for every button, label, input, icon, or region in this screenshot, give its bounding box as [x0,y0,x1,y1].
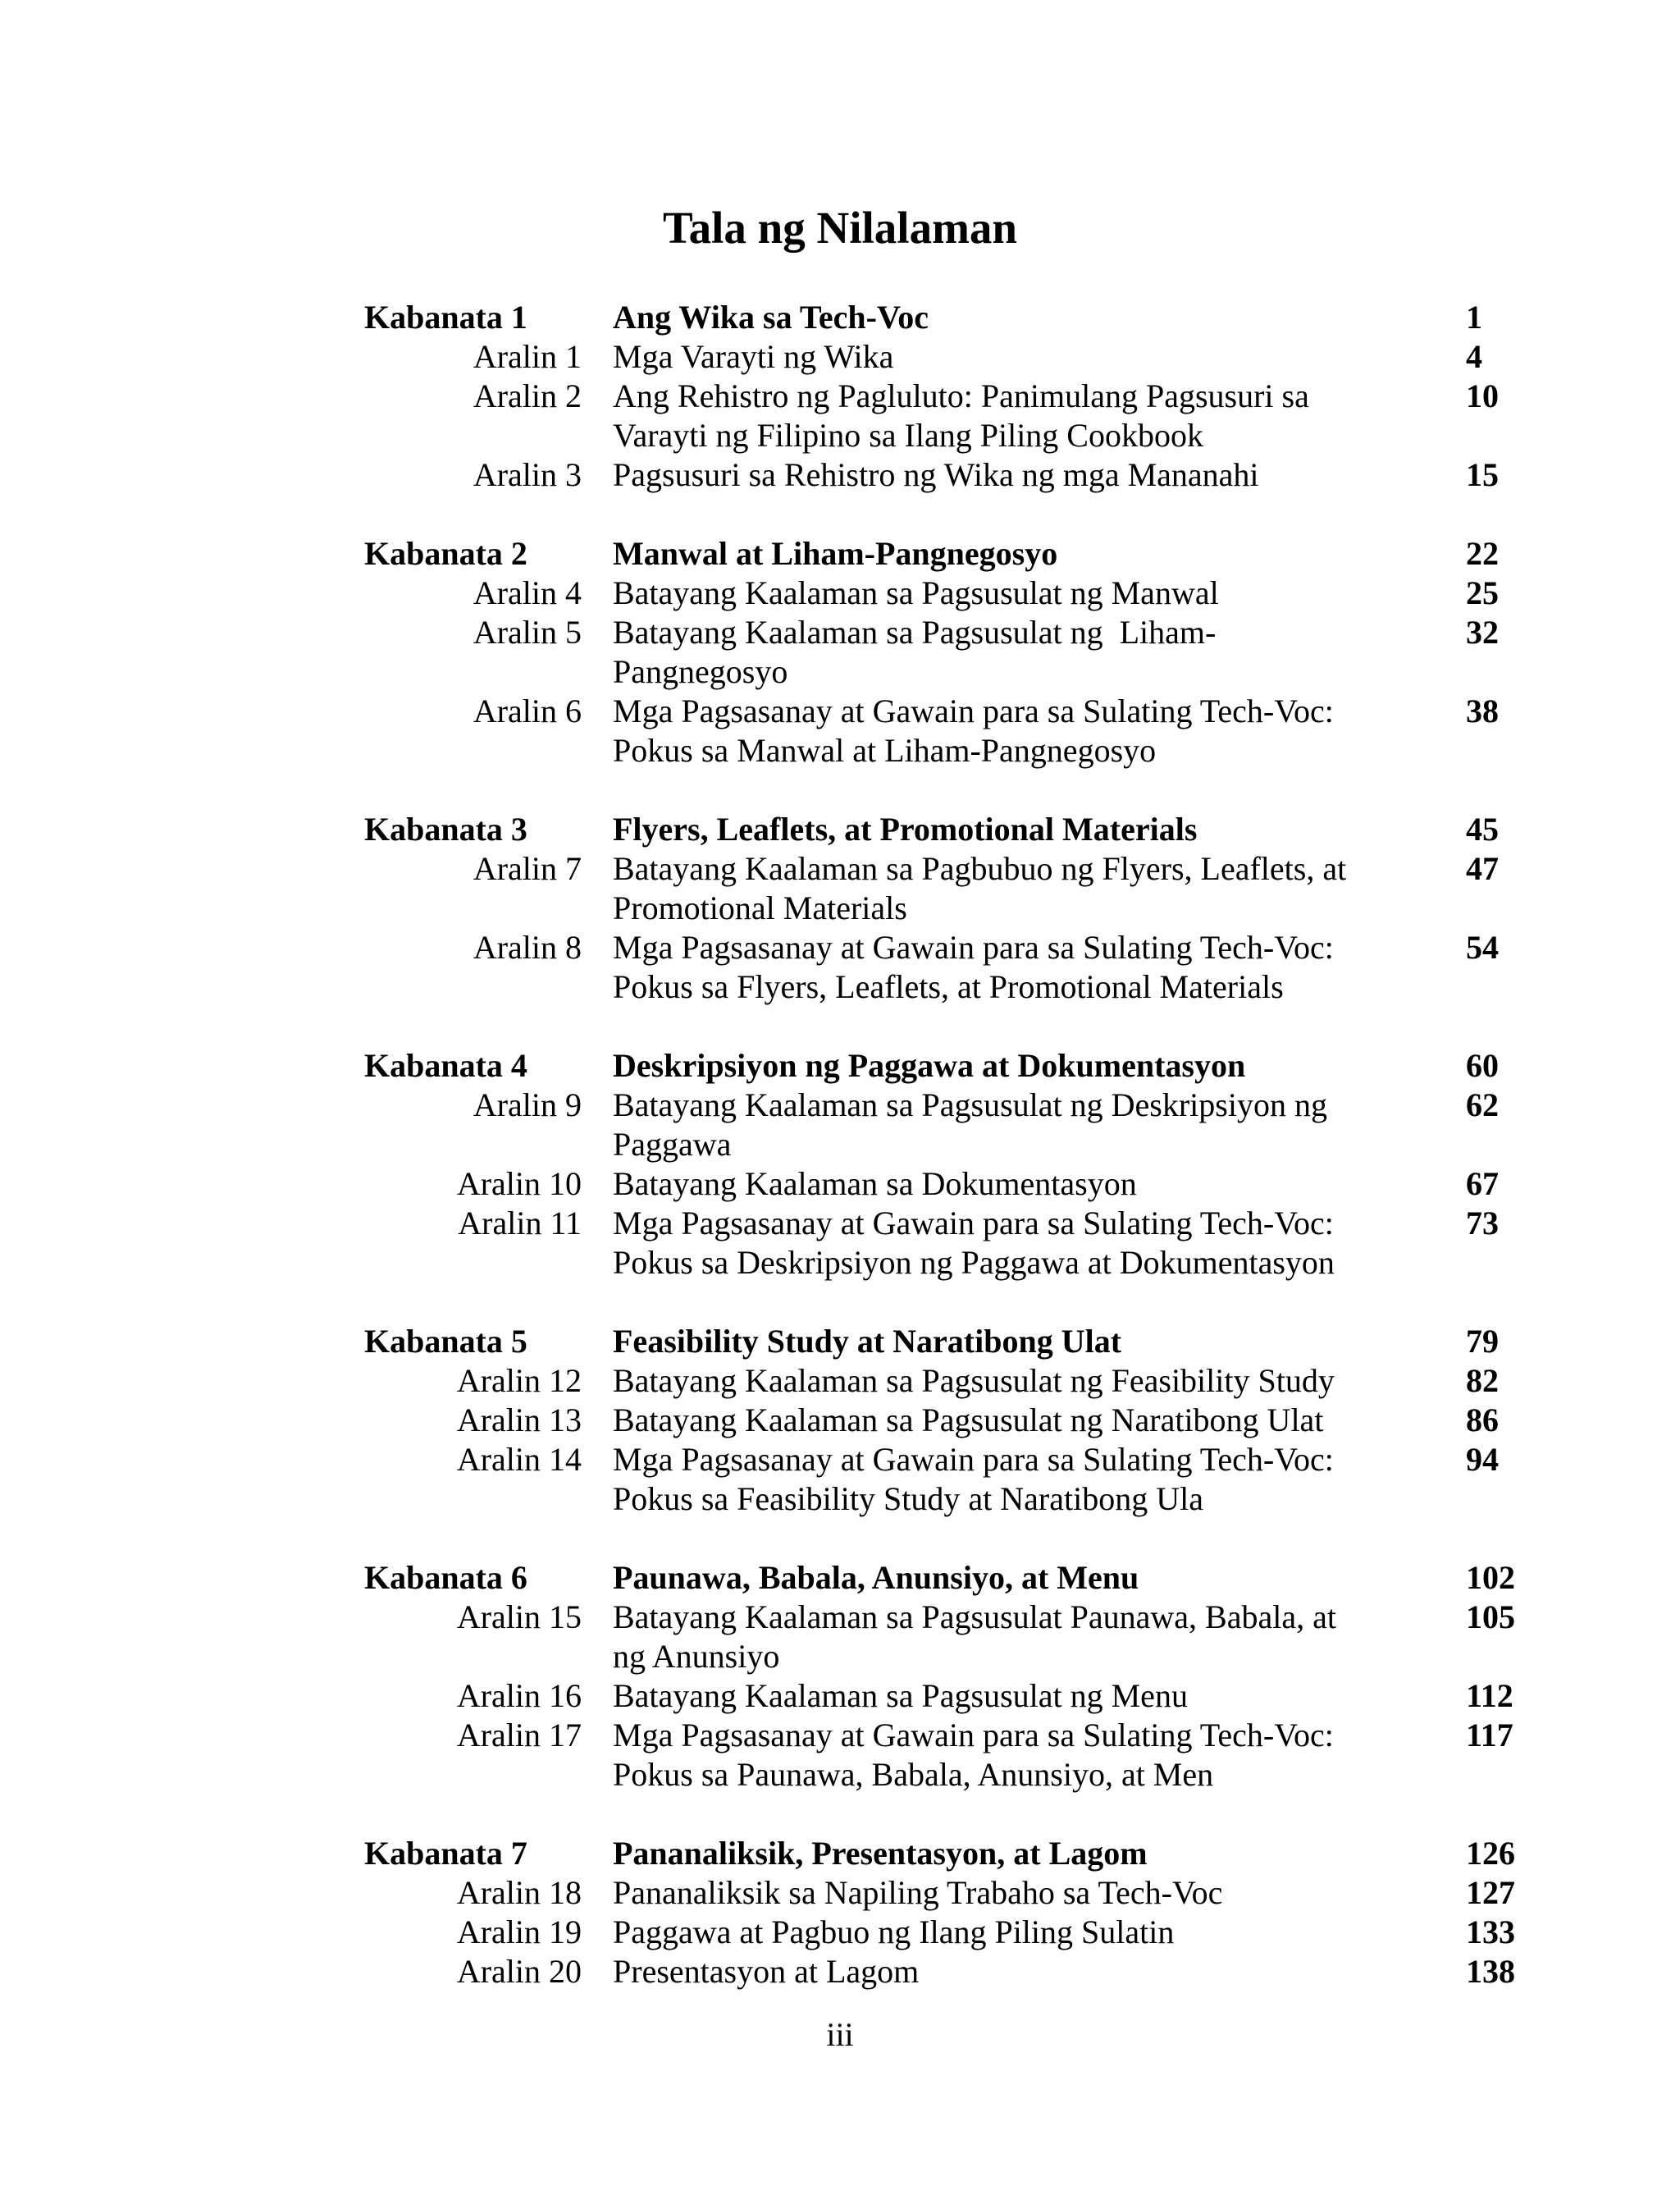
chapter-label: Kabanata 2 [364,535,527,572]
lesson-label: Aralin 19 [456,1913,582,1950]
chapter-title: Manwal at Liham-Pangnegosyo [613,535,1058,572]
lesson-label: Aralin 11 [458,1205,582,1241]
lesson-title-line: Mga Pagsasanay at Gawain para sa Sulating Tech-Voc: [613,1717,1334,1753]
lesson-title [613,1401,1466,1440]
lesson-title [613,1676,1466,1716]
toc-lesson-row [364,377,1499,455]
lesson-title-line: ng Anunsiyo [613,1638,780,1675]
lesson-title-line: Pokus sa Feasibility Study at Naratibong Ula [613,1480,1203,1517]
lesson-title-line: Ang Rehistro ng Pagluluto: Panimulang Pagsusuri sa [613,377,1309,414]
lesson-title-line: Pangnegosyo [613,653,788,690]
lesson-page-number: 67 [1466,1165,1499,1202]
toc-lesson-row [364,337,1482,377]
lesson-title [613,1086,1466,1164]
toc-chapter-row [364,534,1499,574]
chapter-title: Pananaliksik, Presentasyon, at Lagom [613,1835,1148,1872]
lesson-page-number: 105 [1466,1598,1515,1635]
lesson-label: Aralin 10 [456,1165,582,1202]
lesson-title [613,692,1466,770]
toc-lesson-row [364,455,1499,495]
lesson-title-line: Pokus sa Paunawa, Babala, Anunsiyo, at Men [613,1756,1214,1793]
lesson-title-line: Pokus sa Manwal at Liham-Pangnegosyo [613,732,1157,769]
chapter-title: Ang Wika sa Tech-Voc [613,299,929,336]
chapter-page-number: 60 [1466,1047,1499,1084]
lesson-page-number: 15 [1466,456,1499,493]
lesson-title-line: Batayang Kaalaman sa Pagsusulat ng Liham- [613,614,1217,651]
toc-lesson-row [364,1440,1499,1519]
lesson-label: Aralin 1 [472,338,582,375]
lesson-title-line: Presentasyon at Lagom [613,1953,920,1990]
toc-lesson-row [364,1952,1515,1991]
lesson-page-number: 86 [1466,1401,1499,1438]
lesson-title-line: Batayang Kaalaman sa Pagsusulat ng Manwal [613,574,1219,611]
lesson-title-line: Pagsusuri sa Rehistro ng Wika ng mga Mananahi [613,456,1259,493]
lesson-title-line: Batayang Kaalaman sa Pagsusulat ng Naratibong Ulat [613,1401,1324,1438]
toc-lesson-row [364,1913,1515,1952]
lesson-label: Aralin 18 [456,1874,582,1911]
toc-chapter-row [364,1558,1515,1598]
lesson-title-line: Batayang Kaalaman sa Pagsusulat Paunawa, Babala, at [613,1598,1336,1635]
lesson-label: Aralin 15 [456,1598,582,1635]
chapter-page-number: 1 [1466,299,1482,336]
chapter-title: Flyers, Leaflets, at Promotional Materials [613,811,1198,848]
chapter-label: Kabanata 5 [364,1323,527,1360]
lesson-page-number: 47 [1466,850,1499,887]
lesson-label: Aralin 7 [472,850,582,887]
lesson-title-line: Pokus sa Flyers, Leaflets, at Promotional Materials [613,968,1284,1005]
lesson-page-number: 138 [1466,1953,1515,1990]
lesson-title-line: Mga Pagsasanay at Gawain para sa Sulating Tech-Voc: [613,1205,1334,1241]
chapter-title: Feasibility Study at Naratibong Ulat [613,1323,1122,1360]
lesson-page-number: 54 [1466,929,1499,966]
toc-lesson-row [364,1598,1515,1676]
lesson-page-number: 32 [1466,614,1499,651]
lesson-label: Aralin 6 [472,693,582,729]
lesson-page-number: 112 [1466,1677,1513,1714]
chapter-page-number: 126 [1466,1835,1515,1872]
lesson-label: Aralin 16 [456,1677,582,1714]
lesson-page-number: 4 [1466,338,1482,375]
toc-lesson-row [364,1361,1499,1401]
lesson-label: Aralin 3 [472,456,582,493]
chapter-page-number: 45 [1466,811,1499,848]
lesson-title [613,337,1466,377]
lesson-title-line: Paggawa at Pagbuo ng Ilang Piling Sulatin [613,1913,1175,1950]
lesson-page-number: 133 [1466,1913,1515,1950]
page-title: Tala ng Nilalaman [663,203,1017,253]
lesson-label: Aralin 20 [456,1953,582,1990]
lesson-title [613,1952,1466,1991]
lesson-page-number: 38 [1466,693,1499,729]
lesson-title-line: Batayang Kaalaman sa Dokumentasyon [613,1165,1137,1202]
lesson-title [613,455,1466,495]
lesson-title [613,1164,1466,1204]
page-number-footer: iii [826,2016,854,2053]
toc-lesson-row [364,1873,1515,1913]
lesson-title-line: Pananaliksik sa Napiling Trabaho sa Tech-Voc [613,1874,1223,1911]
chapter-page-number: 102 [1466,1559,1515,1596]
lesson-title [613,377,1466,455]
lesson-title [613,1204,1466,1282]
lesson-title [613,1440,1466,1519]
lesson-title-line: Mga Pagsasanay at Gawain para sa Sulating Tech-Voc: [613,693,1334,729]
lesson-title [613,928,1466,1007]
toc-lesson-row [364,928,1499,1007]
toc-chapter-row [364,1046,1499,1086]
chapter-label: Kabanata 1 [364,299,527,336]
lesson-title [613,1873,1466,1913]
lesson-title [613,574,1466,613]
lesson-title-line: Batayang Kaalaman sa Pagbubuo ng Flyers, Leaflets, at [613,850,1347,887]
toc-lesson-row [364,1086,1499,1164]
lesson-label: Aralin 14 [456,1441,582,1478]
lesson-title-line: Mga Varayti ng Wika [613,338,894,375]
lesson-title [613,1598,1466,1676]
lesson-page-number: 117 [1466,1717,1513,1753]
lesson-title-line: Promotional Materials [613,889,907,926]
toc-lesson-row [364,1401,1499,1440]
lesson-label: Aralin 12 [456,1362,582,1399]
lesson-label: Aralin 2 [472,377,582,414]
toc-lesson-row [364,1204,1499,1282]
chapter-label: Kabanata 3 [364,811,527,848]
lesson-label: Aralin 8 [472,929,582,966]
lesson-title [613,1716,1466,1795]
table-of-contents [364,298,1515,1991]
toc-lesson-row [364,1164,1499,1204]
toc-lesson-row [364,1676,1513,1716]
lesson-page-number: 127 [1466,1874,1515,1911]
toc-chapter-row [364,1834,1515,1873]
chapter-page-number: 79 [1466,1323,1499,1360]
lesson-label: Aralin 13 [456,1401,582,1438]
lesson-title-line: Paggawa [613,1126,732,1163]
chapter-label: Kabanata 6 [364,1559,527,1596]
lesson-label: Aralin 9 [472,1086,582,1123]
chapter-label: Kabanata 4 [364,1047,527,1084]
toc-lesson-row [364,574,1499,613]
lesson-title-line: Varayti ng Filipino sa Ilang Piling Cookbook [613,417,1203,454]
lesson-page-number: 10 [1466,377,1499,414]
lesson-page-number: 94 [1466,1441,1499,1478]
lesson-title [613,849,1466,928]
toc-chapter-row [364,298,1482,337]
toc-lesson-row [364,613,1499,692]
lesson-title [613,613,1466,692]
lesson-title-line: Pokus sa Deskripsiyon ng Paggawa at Dokumentasyon [613,1244,1335,1281]
lesson-title-line: Batayang Kaalaman sa Pagsusulat ng Menu [613,1677,1188,1714]
toc-lesson-row [364,849,1499,928]
lesson-page-number: 82 [1466,1362,1499,1399]
lesson-label: Aralin 4 [472,574,582,611]
lesson-title-line: Mga Pagsasanay at Gawain para sa Sulating Tech-Voc: [613,929,1334,966]
lesson-title-line: Mga Pagsasanay at Gawain para sa Sulating Tech-Voc: [613,1441,1334,1478]
chapter-title: Deskripsiyon ng Paggawa at Dokumentasyon [613,1047,1246,1084]
lesson-label: Aralin 5 [472,614,582,651]
lesson-page-number: 62 [1466,1086,1499,1123]
lesson-title-line: Batayang Kaalaman sa Pagsusulat ng Deskripsiyon ng [613,1086,1327,1123]
lesson-title [613,1361,1466,1401]
chapter-title: Paunawa, Babala, Anunsiyo, at Menu [613,1559,1139,1596]
lesson-page-number: 73 [1466,1205,1499,1241]
lesson-label: Aralin 17 [456,1717,582,1753]
toc-chapter-row [364,810,1499,849]
lesson-title [613,1913,1466,1952]
toc-lesson-row [364,1716,1513,1795]
toc-chapter-row [364,1322,1499,1361]
toc-lesson-row [364,692,1499,770]
chapter-label: Kabanata 7 [364,1835,527,1872]
lesson-title-line: Batayang Kaalaman sa Pagsusulat ng Feasibility Study [613,1362,1335,1399]
chapter-page-number: 22 [1466,535,1499,572]
lesson-page-number: 25 [1466,574,1499,611]
